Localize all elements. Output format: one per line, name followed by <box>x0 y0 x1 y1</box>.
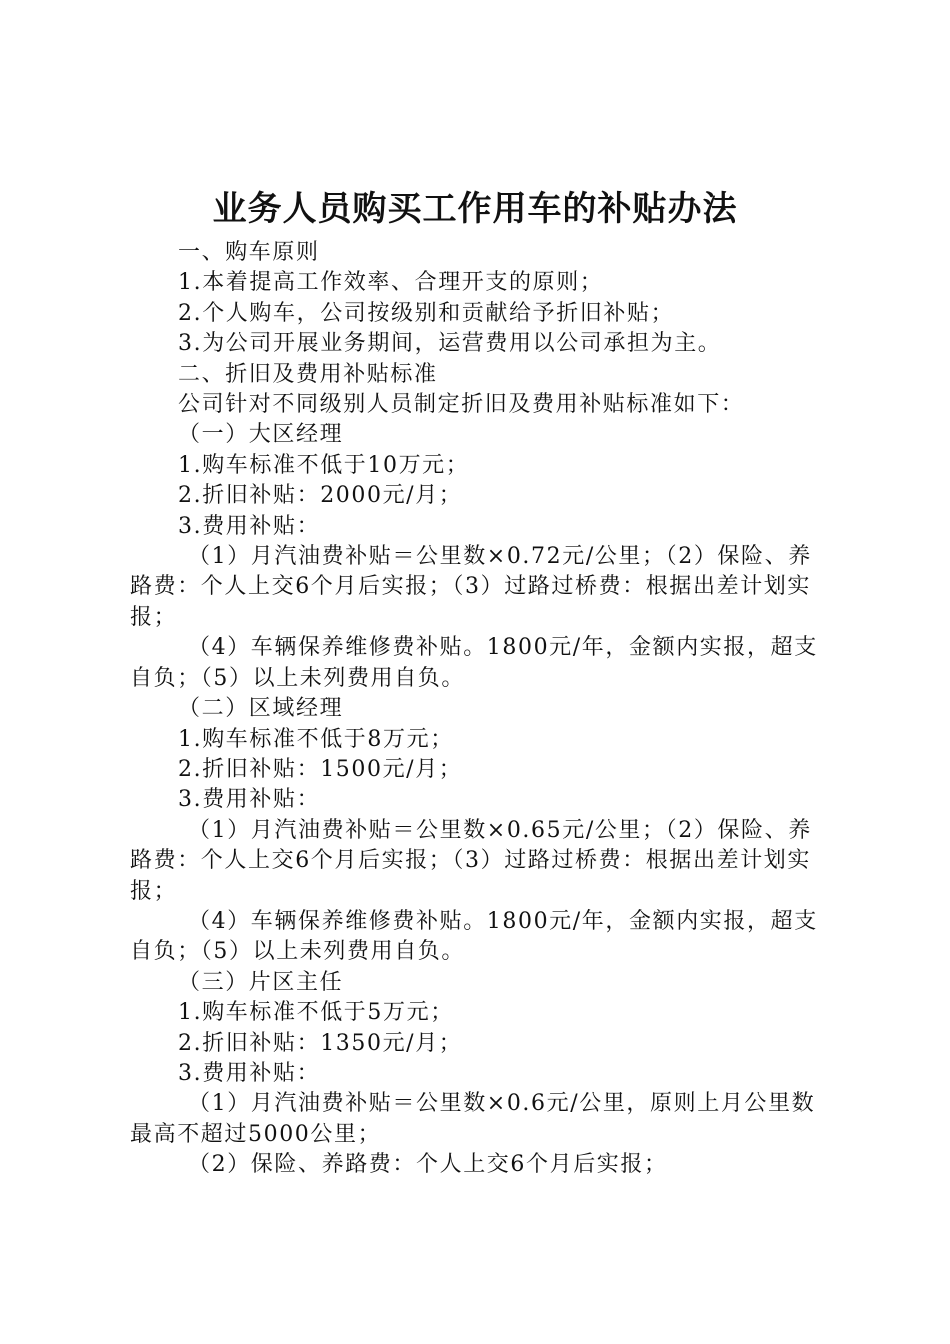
paragraph: 3.费用补贴： <box>178 513 321 539</box>
paragraph: 2.折旧补贴：2000元/月； <box>178 483 463 509</box>
document-body <box>130 238 835 1181</box>
section-heading: 一、购车原则 <box>178 240 320 265</box>
subsection-heading: （三）片区主任 <box>178 969 344 995</box>
paragraph: 2.折旧补贴：1500元/月； <box>178 756 463 782</box>
paragraph: 公司针对不同级别人员制定折旧及费用补贴标准如下： <box>178 392 745 418</box>
paragraph: （4）车辆保养维修费补贴。1800元/年，金额内实报，超支自负；（5）以上未列费用自负。 <box>130 908 818 965</box>
paragraph: 1.购车标准不低于10万元； <box>178 452 470 478</box>
paragraph: 3.为公司开展业务期间，运营费用以公司承担为主。 <box>178 331 722 357</box>
document-title: 业务人员购买工作用车的补贴办法 <box>212 189 738 229</box>
paragraph: （1）月汽油费补贴＝公里数×0.6元/公里，原则上月公里数最高不超过5000公里； <box>130 1091 816 1147</box>
subsection-heading: （一）大区经理 <box>178 422 344 448</box>
paragraph: （1）月汽油费补贴＝公里数×0.65元/公里；（2）保险、养路费：个人上交6个月后实报；（3）过路过桥费：根据出差计划实报； <box>130 817 812 904</box>
paragraph: 1.本着提高工作效率、合理开支的原则； <box>178 270 604 296</box>
paragraph: 2.折旧补贴：1350元/月； <box>178 1030 463 1056</box>
section-heading: 二、折旧及费用补贴标准 <box>178 361 438 387</box>
paragraph: 2.个人购车，公司按级别和贡献给予折旧补贴； <box>178 300 675 326</box>
subsection-heading: （二）区域经理 <box>178 696 344 722</box>
paragraph: 3.费用补贴： <box>178 787 321 813</box>
paragraph: 1.购车标准不低于8万元； <box>178 726 454 752</box>
paragraph: 3.费用补贴： <box>178 1060 321 1086</box>
paragraph: （4）车辆保养维修费补贴。1800元/年，金额内实报，超支自负；（5）以上未列费用自负。 <box>130 635 818 691</box>
paragraph: 1.购车标准不低于5万元； <box>178 1000 454 1026</box>
paragraph: （1）月汽油费补贴＝公里数×0.72元/公里；（2）保险、养路费：个人上交6个月后实报；（3）过路过桥费：根据出差计划实报； <box>130 544 812 630</box>
paragraph: （2）保险、养路费：个人上交6个月后实报； <box>188 1152 668 1178</box>
